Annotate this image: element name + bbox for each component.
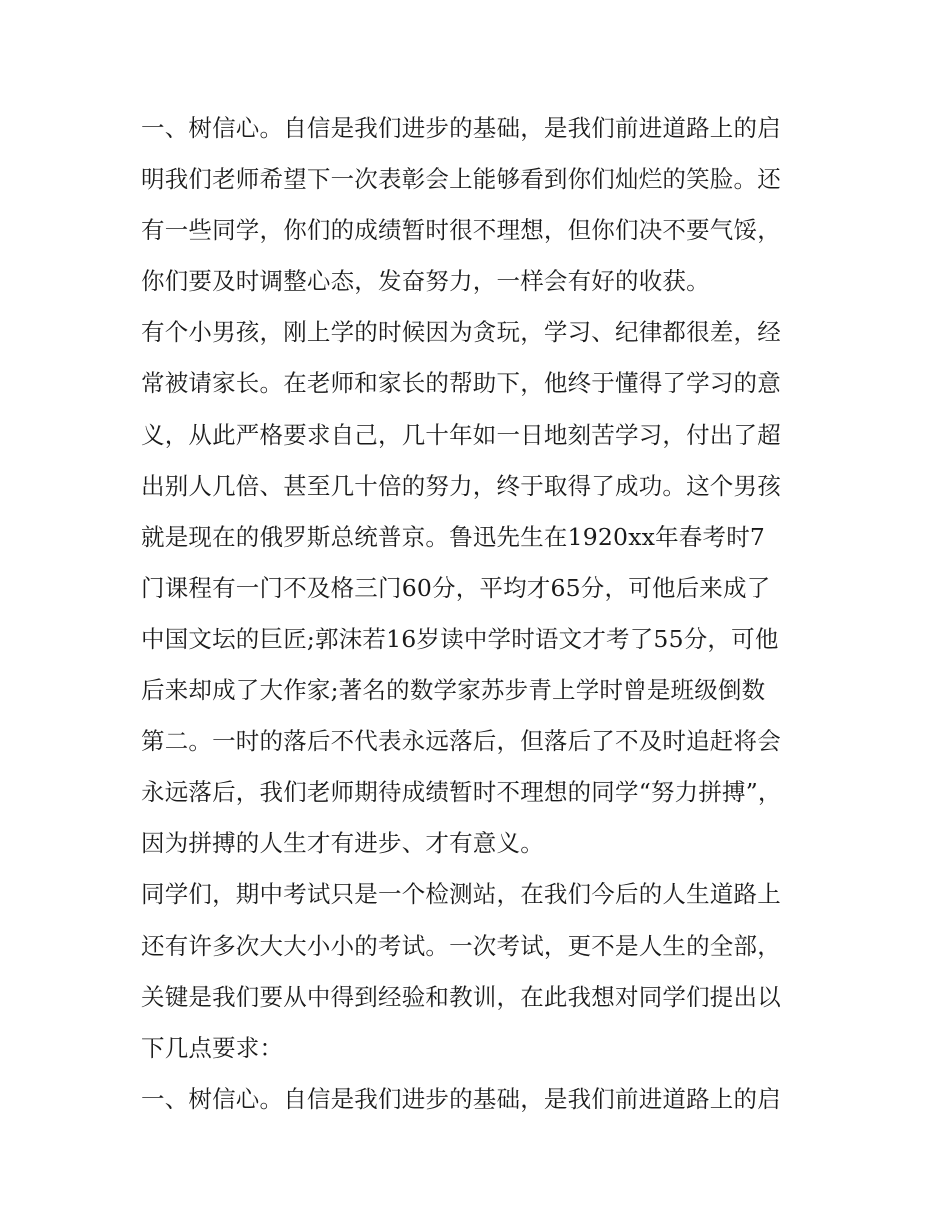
text-line: 明我们老师希望下一次表彰会上能够看到你们灿烂的笑脸。还 — [141, 165, 781, 194]
text-line: 还有许多次大大小小的考试。一次考试，更不是人生的全部， — [141, 931, 781, 960]
text-line: 下几点要求： — [141, 1033, 284, 1062]
text-line: 有一些同学，你们的成绩暂时很不理想，但你们决不要气馁， — [141, 216, 781, 245]
text-line: 永远落后，我们老师期待成绩暂时不理想的同学“努力拼搏”， — [141, 778, 782, 807]
text-line: 后来却成了大作家;著名的数学家苏步青上学时曾是班级倒数 — [141, 676, 766, 705]
text-line: 一、树信心。自信是我们进步的基础，是我们前进道路上的启 — [141, 114, 781, 142]
text-line: 同学们，期中考试只是一个检测站，在我们今后的人生道路上 — [141, 880, 781, 909]
text-line: 常被请家长。在老师和家长的帮助下，他终于懂得了学习的意 — [141, 369, 781, 398]
text-line: 门课程有一门不及格三门60分，平均才65分，可他后来成了 — [141, 573, 771, 602]
text-line: 一、树信心。自信是我们进步的基础，是我们前进道路上的启 — [141, 1084, 781, 1113]
text-line: 有个小男孩，刚上学的时候因为贪玩，学习、纪律都很差，经 — [141, 318, 781, 347]
text-line: 出别人几倍、甚至几十倍的努力，终于取得了成功。这个男孩 — [141, 471, 781, 500]
text-line: 中国文坛的巨匠;郭沫若16岁读中学时语文才考了55分，可他 — [141, 624, 779, 653]
text-line: 你们要及时调整心态，发奋努力，一样会有好的收获。 — [141, 267, 710, 296]
text-line: 关键是我们要从中得到经验和教训，在此我想对同学们提出以 — [141, 982, 781, 1011]
text-line: 第二。一时的落后不代表永远落后，但落后了不及时追赶将会 — [141, 727, 781, 756]
document-body — [141, 103, 821, 1125]
text-line: 就是现在的俄罗斯总统普京。鲁迅先生在1920xx年春考时7 — [141, 522, 766, 551]
text-line: 因为拼搏的人生才有进步、才有意义。 — [141, 829, 544, 858]
text-line: 义，从此严格要求自己，几十年如一日地刻苦学习，付出了超 — [141, 420, 781, 449]
